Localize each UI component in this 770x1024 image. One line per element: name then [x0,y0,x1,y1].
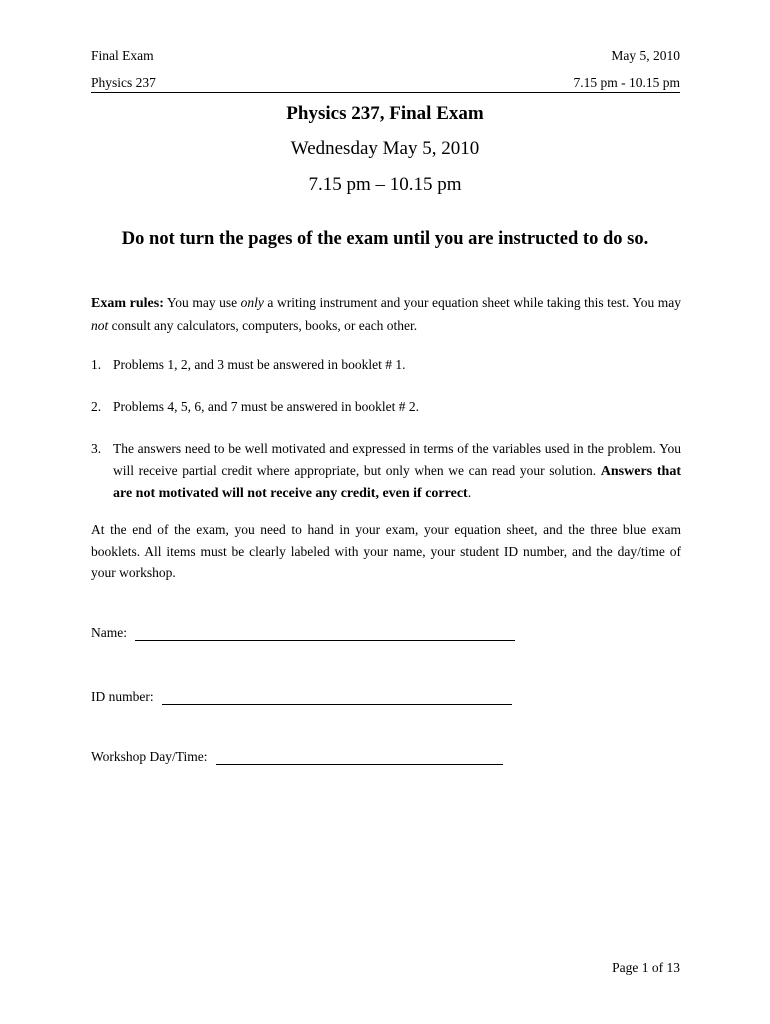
list-item-plain-text: The answers need to be well motivated and expressed in terms of the variables used in the problem. You will receive partial credit where appropriate, but only when we can read your solution. [113,441,681,478]
id-number-blank-line [162,690,512,705]
name-blank-line [135,626,515,641]
workshop-field [91,749,503,765]
rules-text-b: a writing instrument and your equation sheet while taking this test. You may [263,295,681,310]
header-course-label: Final Exam [91,48,154,63]
list-item-number: 2. [91,399,102,414]
header-date: May 5, 2010 [611,48,680,63]
list-item-text: Problems 4, 5, 6, and 7 must be answered in booklet # 2. [113,399,419,414]
id-number-field [91,689,512,705]
workshop-label: Workshop Day/Time: [91,749,208,764]
header-row-2 [91,75,680,93]
list-item-bold-text: Answers that are not motivated will not receive any credit, even if correct [113,463,681,501]
rules-text-a: You may use [163,295,241,310]
list-item-text: Problems 1, 2, and 3 must be answered in booklet # 1. [113,357,406,372]
list-item-number: 3. [91,441,102,456]
list-item-number: 1. [91,357,102,372]
exam-title: Physics 237, Final Exam [286,103,484,124]
exam-rules-paragraph [91,292,681,336]
exam-time: 7.15 pm – 10.15 pm [308,174,462,195]
closing-paragraph: At the end of the exam, you need to hand in your exam, your equation sheet, and the three blue exam booklets. All items must be clearly labeled with your name, your student ID number, and the day/time of your workshop. [91,522,681,580]
name-field [91,625,515,641]
list-item-end-punct: . [467,485,472,500]
rules-emphasis-not: not [91,317,109,333]
name-label: Name: [91,625,127,640]
header-time: 7.15 pm - 10.15 pm [573,75,680,90]
header-course-code: Physics 237 [91,75,156,90]
warning-text: Do not turn the pages of the exam until you are instructed to do so. [121,229,649,249]
page-number: Page 1 of 13 [612,960,680,975]
id-number-label: ID number: [91,689,154,704]
workshop-blank-line [216,750,503,765]
header-row-1 [91,48,680,64]
rules-emphasis-only: only [240,295,264,310]
exam-rules-label: Exam rules: [91,296,164,311]
exam-date: Wednesday May 5, 2010 [290,138,480,159]
rules-text-c: consult any calculators, computers, books, or each other. [108,317,418,333]
list-item-text [113,438,681,505]
